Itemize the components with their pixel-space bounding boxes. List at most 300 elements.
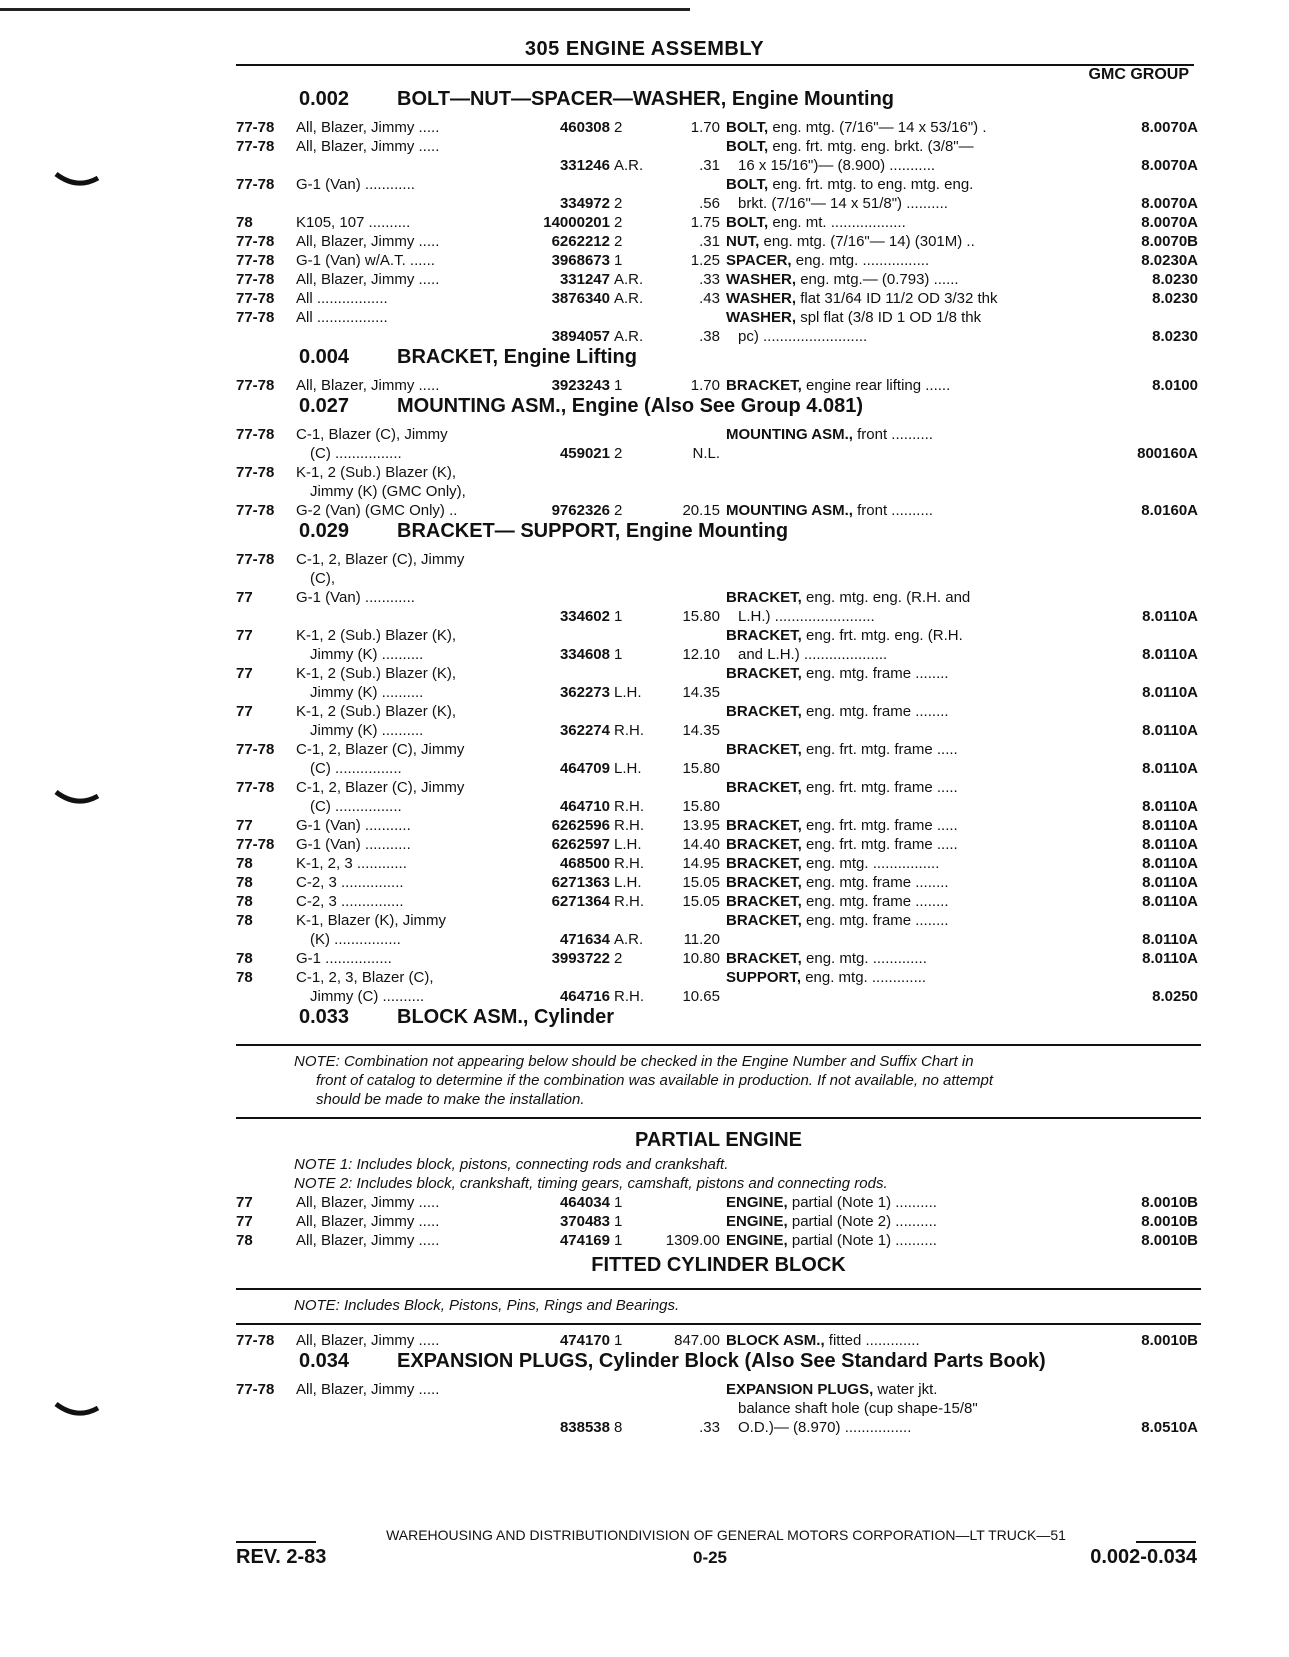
quantity-cell: L.H. [614, 684, 642, 701]
description-text: eng. frt. mtg. frame ..... [806, 741, 958, 758]
description-line [726, 1212, 1046, 1231]
description-cell [726, 1380, 1046, 1437]
section-title: BLOCK ASM., Cylinder [397, 1006, 615, 1028]
model-line: K105, 107 .......... [296, 214, 411, 231]
section-title: MOUNTING ASM., Engine (Also See Group 4.081) [397, 395, 863, 417]
model-cell [296, 425, 506, 463]
description-cell [726, 854, 1046, 873]
section-number: 0.002 [299, 88, 350, 110]
model-line: K-1, 2 (Sub.) Blazer (K), [296, 464, 457, 481]
year-cell: 77 [236, 1213, 253, 1230]
description-text: eng. frt. mtg. to eng. mtg. eng. [772, 176, 974, 193]
table-row [236, 816, 1201, 835]
description-text: eng. mtg. ................ [806, 855, 940, 872]
quantity-cell: R.H. [614, 798, 644, 815]
quantity-cell: 2 [614, 195, 623, 212]
model-cell [296, 501, 506, 520]
price-cell: 14.35 [682, 722, 720, 739]
description-line [726, 1231, 1046, 1250]
description-keyword: BOLT, [726, 176, 769, 193]
model-line: K-1, 2 (Sub.) Blazer (K), [296, 665, 457, 682]
section-heading [236, 395, 1201, 425]
group-number-cell: 8.0070A [1141, 157, 1198, 174]
group-number-cell: 8.0070A [1141, 119, 1198, 136]
description-text: L.H.) ........................ [738, 608, 875, 625]
description-cell [726, 376, 1046, 395]
group-number-cell: 8.0110A [1142, 950, 1198, 967]
description-keyword: BRACKET, [726, 589, 802, 606]
part-number-cell: 468500 [559, 855, 610, 872]
year-cell: 77-78 [236, 290, 275, 307]
description-line [726, 137, 1046, 156]
section-number: 0.033 [299, 1006, 350, 1028]
table-row [236, 873, 1201, 892]
part-number-cell: 14000201 [543, 214, 610, 231]
quantity-cell: A.R. [614, 157, 644, 174]
group-number-cell: 8.0110A [1142, 684, 1198, 701]
description-line [726, 213, 1046, 232]
group-number-cell: 8.0230A [1141, 252, 1198, 269]
section-title: BRACKET— SUPPORT, Engine Mounting [397, 520, 789, 542]
group-number-cell: 8.0230 [1152, 328, 1198, 345]
description-cell [726, 1212, 1046, 1231]
note-line: NOTE: Combination not appearing below should be checked in the Engine Number and Suffix Chart in [294, 1053, 974, 1070]
description-text: eng. mtg. frame ........ [806, 665, 949, 682]
part-number-cell: 474170 [559, 1332, 610, 1349]
description-cell [726, 270, 1046, 289]
section-heading [236, 88, 1201, 118]
year-cell: 77-78 [236, 176, 275, 193]
model-line: G-2 (Van) (GMC Only) .. [296, 502, 458, 519]
model-cell [296, 892, 506, 911]
quantity-cell: 2 [614, 950, 623, 967]
description-line [726, 1418, 1046, 1437]
description-text: eng. mt. .................. [772, 214, 906, 231]
description-cell [726, 501, 1046, 520]
description-keyword: NUT, [726, 233, 760, 250]
table-row [236, 376, 1201, 395]
description-text: eng. frt. mtg. frame ..... [806, 817, 958, 834]
binder-hole-mark [54, 172, 100, 188]
description-text: flat 31/64 ID 11/2 OD 3/32 thk [800, 290, 998, 307]
description-cell [726, 949, 1046, 968]
table-row [236, 270, 1201, 289]
quantity-cell: R.H. [614, 817, 644, 834]
price-cell: 20.15 [682, 502, 720, 519]
description-line [726, 270, 1046, 289]
section-heading [236, 1350, 1201, 1380]
year-cell: 78 [236, 950, 253, 967]
table-row [236, 778, 1201, 816]
model-line: All ................. [296, 309, 388, 326]
part-number-cell: 370483 [559, 1213, 610, 1230]
year-cell: 78 [236, 969, 253, 986]
section-title: BRACKET, Engine Lifting [397, 346, 637, 368]
model-cell [296, 588, 506, 607]
description-keyword: BRACKET, [726, 912, 802, 929]
year-cell: 77-78 [236, 741, 275, 758]
year-cell: 77-78 [236, 1381, 275, 1398]
year-cell: 77 [236, 665, 253, 682]
year-cell: 77-78 [236, 119, 275, 136]
description-keyword: EXPANSION PLUGS, [726, 1381, 874, 1398]
model-line: G-1 (Van) ........... [296, 817, 411, 834]
part-number-cell: 464709 [559, 760, 610, 777]
quantity-cell: 2 [614, 119, 623, 136]
part-number-cell: 334602 [559, 608, 610, 625]
model-line: Jimmy (K) (GMC Only), [310, 483, 466, 500]
quantity-cell: 2 [614, 233, 623, 250]
description-cell [726, 213, 1046, 232]
description-cell [726, 1193, 1046, 1212]
year-cell: 77-78 [236, 426, 275, 443]
model-cell [296, 778, 506, 816]
group-column-label: GMC GROUP [1088, 66, 1189, 83]
group-number-cell: 800160A [1137, 445, 1198, 462]
group-number-cell: 8.0160A [1141, 502, 1198, 519]
year-cell: 77-78 [236, 551, 275, 568]
description-text: pc) ......................... [738, 328, 868, 345]
price-cell: 14.35 [682, 684, 720, 701]
price-cell: 14.95 [682, 855, 720, 872]
table-row [236, 463, 1201, 501]
price-cell: .56 [699, 195, 720, 212]
model-line: G-1 (Van) ........... [296, 836, 411, 853]
year-cell: 77-78 [236, 464, 275, 481]
price-cell: 10.80 [682, 950, 720, 967]
description-text: eng. mtg. ............. [805, 969, 927, 986]
price-cell: 15.80 [682, 760, 720, 777]
description-keyword: ENGINE, [726, 1213, 788, 1230]
description-keyword: BOLT, [726, 119, 769, 136]
group-number-cell: 8.0110A [1142, 646, 1198, 663]
section-number: 0.027 [299, 395, 350, 417]
quantity-cell: R.H. [614, 855, 644, 872]
year-cell: 78 [236, 1232, 253, 1249]
description-text: engine rear lifting ...... [806, 377, 951, 394]
table-row [236, 911, 1201, 949]
block-note [236, 1052, 1201, 1109]
model-cell [296, 289, 506, 308]
description-line [726, 835, 1046, 854]
table-row [236, 137, 1201, 175]
note-line: NOTE 1: Includes block, pistons, connecting rods and crankshaft. [294, 1156, 729, 1173]
price-cell: 15.80 [682, 798, 720, 815]
model-cell [296, 251, 506, 270]
table-row [236, 308, 1201, 346]
description-line [726, 376, 1046, 395]
description-cell [726, 968, 1046, 987]
description-line [726, 1193, 1046, 1212]
partial-engine-heading: PARTIAL ENGINE [634, 1129, 803, 1151]
group-number-cell: 8.0110A [1142, 836, 1198, 853]
group-number-cell: 8.0010B [1141, 1213, 1198, 1230]
table-row [236, 232, 1201, 251]
description-line [726, 816, 1046, 835]
group-number-cell: 8.0070A [1141, 214, 1198, 231]
table-row [236, 835, 1201, 854]
part-number-cell: 471634 [559, 931, 610, 948]
year-cell: 78 [236, 912, 253, 929]
table-row [236, 118, 1201, 137]
description-line [726, 194, 1046, 213]
group-number-cell: 8.0230 [1152, 271, 1198, 288]
description-text: eng. mtg. (7/16"— 14) (301M) .. [763, 233, 975, 250]
table-row [236, 740, 1201, 778]
quantity-cell: 2 [614, 214, 623, 231]
model-cell [296, 1331, 506, 1350]
quantity-cell: 1 [614, 1232, 623, 1249]
model-cell [296, 550, 506, 588]
price-cell: 13.95 [682, 817, 720, 834]
description-cell [726, 137, 1046, 175]
description-keyword: BRACKET, [726, 855, 802, 872]
description-cell [726, 251, 1046, 270]
description-text: water jkt. [877, 1381, 938, 1398]
group-number-cell: 8.0110A [1142, 931, 1198, 948]
description-cell [726, 778, 1046, 797]
table-row [236, 1331, 1201, 1350]
price-cell: 14.40 [682, 836, 720, 853]
model-cell [296, 118, 506, 137]
group-number-cell: 8.0070A [1141, 195, 1198, 212]
part-number-cell: 6262212 [551, 233, 610, 250]
description-text: 16 x 15/16")— (8.900) ........... [738, 157, 936, 174]
year-cell: 77-78 [236, 309, 275, 326]
year-cell: 77-78 [236, 233, 275, 250]
description-line [726, 156, 1046, 175]
part-number-cell: 6271363 [551, 874, 610, 891]
part-number-cell: 6262597 [551, 836, 610, 853]
description-cell [726, 626, 1046, 664]
model-cell [296, 137, 506, 156]
group-number-cell: 8.0070B [1141, 233, 1198, 250]
model-cell [296, 873, 506, 892]
price-cell: .38 [699, 328, 720, 345]
model-line: (K) ................ [310, 931, 401, 948]
description-keyword: ENGINE, [726, 1232, 788, 1249]
footer-rule-left [236, 1541, 316, 1543]
model-line: C-1, 2, Blazer (C), Jimmy [296, 779, 465, 796]
part-number-cell: 464710 [559, 798, 610, 815]
footer-publisher: WAREHOUSING AND DISTRIBUTIONDIVISION OF GENERAL MOTORS CORPORATION—LT TRUCK—51 [386, 1527, 1066, 1543]
description-line [726, 289, 1046, 308]
model-line: G-1 (Van) ............ [296, 589, 415, 606]
year-cell: 77 [236, 703, 253, 720]
description-cell [726, 118, 1046, 137]
table-row [236, 1212, 1201, 1231]
description-line [726, 968, 1046, 987]
quantity-cell: A.R. [614, 328, 644, 345]
part-number-cell: 331246 [559, 157, 610, 174]
description-text: eng. mtg. frame ........ [806, 912, 949, 929]
description-keyword: BRACKET, [726, 950, 802, 967]
price-cell: 15.80 [682, 608, 720, 625]
description-cell [726, 892, 1046, 911]
price-cell: 1.70 [690, 377, 720, 394]
model-line: Jimmy (K) .......... [310, 684, 424, 701]
quantity-cell: 1 [614, 1213, 623, 1230]
description-keyword: BRACKET, [726, 627, 802, 644]
description-text: and L.H.) .................... [738, 646, 888, 663]
group-number-cell: 8.0110A [1142, 722, 1198, 739]
description-line [726, 1331, 1046, 1350]
table-row [236, 854, 1201, 873]
model-cell [296, 740, 506, 778]
part-number-cell: 334972 [559, 195, 610, 212]
description-line [726, 501, 1046, 520]
fitted-block-heading: FITTED CYLINDER BLOCK [591, 1254, 846, 1276]
quantity-cell: L.H. [614, 836, 642, 853]
description-cell [726, 702, 1046, 721]
description-keyword: BOLT, [726, 214, 769, 231]
year-cell: 77-78 [236, 1332, 275, 1349]
quantity-cell: 1 [614, 608, 623, 625]
description-keyword: BRACKET, [726, 665, 802, 682]
model-line: All, Blazer, Jimmy ..... [296, 1232, 440, 1249]
year-cell: 77 [236, 1194, 253, 1211]
part-number-cell: 3894057 [551, 328, 610, 345]
quantity-cell: A.R. [614, 271, 644, 288]
model-cell [296, 1231, 506, 1250]
model-line: C-1, Blazer (C), Jimmy [296, 426, 448, 443]
description-keyword: BRACKET, [726, 779, 802, 796]
year-cell: 77-78 [236, 836, 275, 853]
description-line [726, 702, 1046, 721]
part-number-cell: 460308 [559, 119, 610, 136]
price-cell: 10.65 [682, 988, 720, 1005]
part-number-cell: 331247 [559, 271, 610, 288]
model-line: C-1, 2, Blazer (C), Jimmy [296, 551, 465, 568]
part-number-cell: 334608 [559, 646, 610, 663]
top-rule [0, 8, 690, 11]
description-line [726, 232, 1046, 251]
group-number-cell: 8.0100 [1152, 377, 1198, 394]
description-keyword: BOLT, [726, 138, 769, 155]
part-number-cell: 362273 [559, 684, 610, 701]
group-number-cell: 8.0110A [1142, 760, 1198, 777]
price-cell: .31 [699, 157, 720, 174]
quantity-cell: L.H. [614, 760, 642, 777]
quantity-cell: L.H. [614, 874, 642, 891]
section-number: 0.034 [299, 1350, 350, 1372]
section-number: 0.029 [299, 520, 350, 542]
description-keyword: BRACKET, [726, 741, 802, 758]
group-number-cell: 8.0010B [1141, 1232, 1198, 1249]
section-heading [236, 346, 1201, 376]
group-number-cell: 8.0010B [1141, 1194, 1198, 1211]
section-title: BOLT—NUT—SPACER—WASHER, Engine Mounting [397, 88, 895, 110]
group-number-cell: 8.0230 [1152, 290, 1198, 307]
year-cell: 77-78 [236, 271, 275, 288]
description-text: front .......... [857, 502, 933, 519]
model-line: C-1, 2, Blazer (C), Jimmy [296, 741, 465, 758]
year-cell: 77 [236, 817, 253, 834]
model-line: All, Blazer, Jimmy ..... [296, 233, 440, 250]
price-cell: .33 [699, 271, 720, 288]
table-row [236, 425, 1201, 463]
quantity-cell: R.H. [614, 893, 644, 910]
model-line: (C) ................ [310, 445, 402, 462]
model-cell [296, 213, 506, 232]
description-cell [726, 588, 1046, 626]
price-cell: 12.10 [682, 646, 720, 663]
part-number-cell: 474169 [559, 1232, 610, 1249]
part-number-cell: 3968673 [551, 252, 610, 269]
model-cell [296, 308, 506, 327]
year-cell: 77-78 [236, 779, 275, 796]
table-row [236, 501, 1201, 520]
group-number-cell: 8.0250 [1152, 988, 1198, 1005]
description-line [726, 588, 1046, 607]
description-cell [726, 816, 1046, 835]
model-line: All, Blazer, Jimmy ..... [296, 138, 440, 155]
description-text: brkt. (7/16"— 14 x 51/8") .......... [738, 195, 948, 212]
group-number-cell: 8.0110A [1142, 798, 1198, 815]
section-heading [236, 1006, 1201, 1036]
model-line: G-1 (Van) w/A.T. ...... [296, 252, 435, 269]
description-text: fitted ............. [828, 1332, 920, 1349]
description-keyword: SPACER, [726, 252, 792, 269]
model-line: Jimmy (C) .......... [310, 988, 425, 1005]
price-cell: 1.75 [690, 214, 720, 231]
price-cell: N.L. [692, 445, 720, 462]
group-number-cell: 8.0110A [1142, 817, 1198, 834]
model-line: Jimmy (K) .......... [310, 722, 424, 739]
quantity-cell: 1 [614, 1194, 623, 1211]
quantity-cell: 1 [614, 1332, 623, 1349]
part-number-cell: 6262596 [551, 817, 610, 834]
year-cell: 78 [236, 893, 253, 910]
description-text: eng. mtg.— (0.793) ...... [800, 271, 959, 288]
model-cell [296, 702, 506, 740]
divider [236, 1117, 1201, 1119]
binder-hole-mark [54, 790, 100, 806]
parts-listing [236, 88, 1201, 1437]
description-cell [726, 911, 1046, 930]
description-line [726, 892, 1046, 911]
quantity-cell: R.H. [614, 722, 644, 739]
price-cell: 15.05 [682, 893, 720, 910]
table-row [236, 1193, 1201, 1212]
description-cell [726, 308, 1046, 346]
description-cell [726, 1231, 1046, 1250]
section-range: 0.002-0.034 [1090, 1546, 1197, 1568]
model-cell [296, 835, 506, 854]
description-cell [726, 664, 1046, 683]
quantity-cell: 8 [614, 1419, 623, 1436]
description-line [726, 251, 1046, 270]
description-text: partial (Note 1) .......... [791, 1232, 937, 1249]
divider [236, 1288, 1201, 1290]
description-line [726, 1380, 1046, 1399]
model-cell [296, 175, 506, 194]
table-row [236, 588, 1201, 626]
note-line: NOTE 2: Includes block, crankshaft, timing gears, camshaft, pistons and connecting rods. [294, 1175, 888, 1192]
year-cell: 77-78 [236, 138, 275, 155]
table-row [236, 968, 1201, 1006]
year-cell: 77 [236, 589, 253, 606]
description-keyword: BRACKET, [726, 874, 802, 891]
description-text: front .......... [857, 426, 933, 443]
group-number-cell: 8.0110A [1142, 608, 1198, 625]
description-line [726, 308, 1046, 327]
section-number: 0.004 [299, 346, 350, 368]
description-text: partial (Note 1) .......... [791, 1194, 937, 1211]
description-line [726, 873, 1046, 892]
description-cell [726, 425, 1046, 444]
part-number-cell: 6271364 [551, 893, 610, 910]
